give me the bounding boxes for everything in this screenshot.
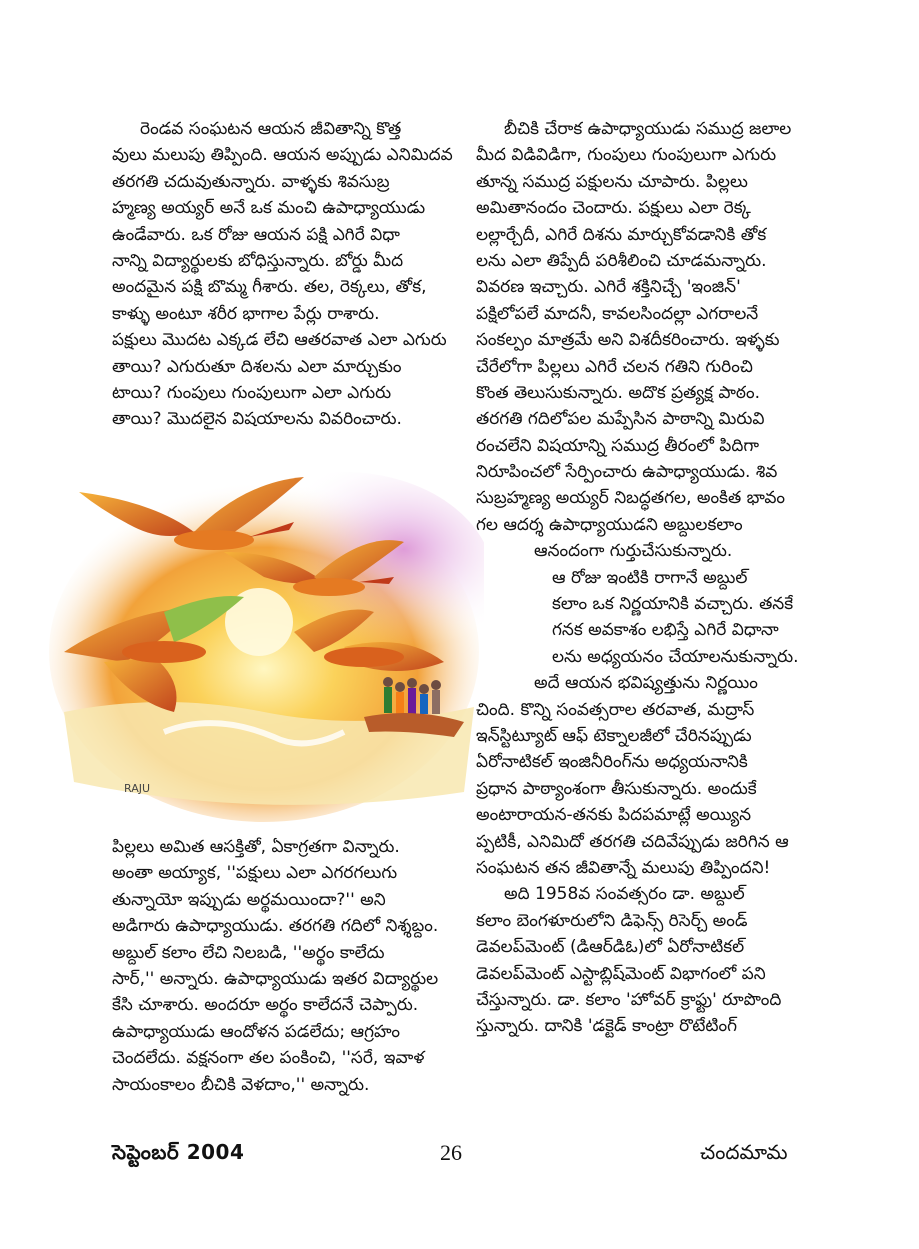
text-line: చేరేలోగా పిల్లలు ఎగిరే చలన గతిని గురించి: [476, 356, 753, 377]
text-line: ప్పటికీ, ఎనిమిదో తరగతి చదివేప్పుడు జరిగిన ఆ: [476, 831, 789, 852]
text-line: తాయి? మొదలైన విషయాలను వివరించారు.: [112, 409, 402, 430]
text-line: హ్మణ్య అయ్యర్ అనే ఒక మంచి ఉపాధ్యాయుడు: [112, 198, 426, 219]
text-line: అమితానందం చెందారు. పక్షులు ఎలా రెక్క: [476, 198, 751, 219]
text-line: కలాం బెంగళూరులోని డిఫెన్స్ రిసెర్చ్ అండ్: [476, 910, 748, 931]
text-line: కేసి చూశారు. అందరూ అర్థం కాలేదనే చెప్పారు.: [112, 995, 419, 1016]
text-line: తరగతి గదిలోపల మప్పేసిన పాఠాన్ని మిరువి: [476, 409, 765, 430]
text-line: ఉండేవారు. ఒక రోజు ఆయన పక్షి ఎగిరే విధా: [112, 224, 400, 245]
text-line: ఆనందంగా గుర్తుచేసుకున్నారు.: [534, 541, 733, 562]
text-line: పక్షులు మొదట ఎక్కడ లేచి ఆతరవాత ఎలా ఎగురు: [112, 330, 447, 351]
text-line: తూన్న సముద్ర పక్షులను చూపారు. పిల్లలు: [476, 171, 748, 192]
left-column-bottom: [112, 834, 472, 1098]
text-line: వులు మలుపు తిప్పింది. ఆయన అప్పుడు ఎనిమిదవ: [112, 145, 453, 166]
text-line: ఇన్‌స్టిట్యూట్ ఆఫ్ టెక్నాలజీలో చేరినప్పుడు: [476, 725, 752, 746]
text-line: అదే ఆయన భవిష్యత్తును నిర్ణయిం: [534, 673, 758, 694]
text-line: ఏరోనాటికల్ ఇంజినీరింగ్‌ను అధ్యయనానికి: [476, 752, 748, 773]
right-column: [476, 116, 814, 1040]
text-line: మీద విడివిడిగా, గుంపులు గుంపులుగా ఎగురు: [476, 145, 777, 166]
text-line: డెవలప్‌మెంట్ ఎస్టాబ్లిష్‌మెంట్ విభాగంలో పని: [476, 963, 766, 984]
text-line: అంతా అయ్యాక, ''పక్షులు ఎలా ఎగరగలుగు: [112, 863, 398, 884]
text-line: బీచికి చేరాక ఉపాధ్యాయుడు సముద్ర జలాల: [504, 119, 792, 139]
text-line: చెందలేదు. వక్షనంగా తల పంకించి, ''సరే, ఇవాళ: [112, 1048, 425, 1069]
magazine-name: చందమామ: [700, 1140, 788, 1164]
text-line: చేస్తున్నారు. డా. కలాం 'హోవర్ క్రాఫ్టు' రూపొంది: [476, 989, 782, 1010]
text-line: అబ్దుల్ కలాం లేచి నిలబడి, ''అర్థం కాలేదు: [112, 942, 385, 963]
text-line: కలాం ఒక నిర్ణయానికి వచ్చారు. తనకే: [552, 594, 794, 615]
text-line: టాయి? గుంపులు గుంపులుగా ఎలా ఎగురు: [112, 382, 392, 403]
text-line: గనక అవకాశం లభిస్తే ఎగిరే విధానా: [552, 620, 779, 641]
text-line: సుబ్రహ్మణ్య అయ్యర్ నిబద్ధతగల, అంకిత భావం: [476, 488, 786, 509]
birds-flying-illustration: [44, 462, 484, 822]
artist-signature: RAJU: [124, 782, 151, 795]
text-line: చింది. కొన్ని సంవత్సరాల తరవాత, మద్రాస్: [476, 699, 755, 720]
text-line: సాయంకాలం బీచికి వెళదాం,'' అన్నారు.: [112, 1074, 370, 1095]
text-line: సార్,'' అన్నారు. ఉపాధ్యాయుడు ఇతర విద్యార్థుల: [112, 968, 439, 989]
text-line: ప్రధాన పాఠ్యాంశంగా తీసుకున్నారు. అందుకే: [476, 778, 757, 799]
text-line: తరగతి చదువుతున్నారు. వాళ్ళకు శివసుబ్ర: [112, 171, 390, 192]
text-line: అంటారాయన-తనకు పిదపమాట్లే అయ్యిన: [476, 805, 752, 826]
text-line: రెండవ సంఘటన ఆయన జీవితాన్ని కొత్త: [140, 119, 402, 139]
text-line: కొంత తెలుసుకున్నారు. అదొక ప్రత్యక్ష పాఠం.: [476, 382, 761, 403]
text-line: ఆ రోజు ఇంటికి రాగానే అబ్దుల్: [552, 567, 748, 588]
text-line: నిరూపించలో సేర్పించారు ఉపాధ్యాయుడు. శివ: [476, 462, 778, 483]
text-line: లల్లార్చేదీ, ఎగిరే దిశను మార్చుకోవడానికి తోక: [476, 224, 767, 245]
text-line: పిల్లలు అమిత ఆసక్తితో, ఏకాగ్రతగా విన్నారు.: [112, 837, 400, 857]
left-column-top: [112, 116, 472, 433]
text-line: డెవలప్‌మెంట్ (డిఆర్‌డిఓ)లో ఏరోనాటికల్: [476, 937, 745, 958]
text-line: అది 1958వ సంవత్సరం డా. అబ్దుల్: [504, 884, 745, 905]
text-line: పక్షిలోపలే మాదనీ, కావలసిందల్లా ఎగరాలనే: [476, 303, 759, 324]
text-line: నాన్ని విద్యార్థులకు బోధిస్తున్నారు. బోర్డు మీద: [112, 250, 404, 271]
text-line: తాయి? ఎగురుతూ దిశలను ఎలా మార్చుకుం: [112, 356, 402, 377]
text-line: రంచలేని విషయాన్ని సముద్ర తీరంలో పిదిగా: [476, 435, 759, 456]
text-line: గల ఆదర్శ ఉపాధ్యాయుడని అబ్దులకలాం: [476, 514, 743, 535]
text-line: స్తున్నారు. దానికి 'డక్టెడ్ కాంట్రా రొటేటింగ్: [476, 1016, 738, 1037]
page-number: 26: [440, 1140, 462, 1165]
text-line: లను ఎలా తిప్పేదీ పరిశీలించి చూడమన్నారు.: [476, 250, 767, 271]
issue-date: సెప్టెంబర్ 2004: [112, 1140, 245, 1164]
text-line: కాళ్ళు అంటూ శరీర భాగాల పేర్లు రాశారు.: [112, 303, 380, 324]
text-line: వివరణ ఇచ్చారు. ఎగిరే శక్తినిచ్చే 'ఇంజిన్': [476, 277, 741, 298]
text-line: సంఘటన తన జీవితాన్నే మలుపు తిప్పిందని!: [476, 857, 771, 878]
text-line: అడిగారు ఉపాధ్యాయుడు. తరగతి గదిలో నిశ్శబ్దం.: [112, 916, 439, 937]
text-line: అందమైన పక్షి బొమ్మ గీశారు. తల, రెక్కలు, తోక,: [112, 277, 427, 298]
text-line: తున్నాయో ఇప్పుడు అర్థమయిందా?'' అని: [112, 889, 386, 910]
text-line: ఉపాధ్యాయుడు ఆందోళన పడలేదు; ఆగ్రహం: [112, 1021, 401, 1042]
text-line: లను అధ్యయనం చేయాలనుకున్నారు.: [552, 646, 799, 667]
text-line: సంకల్పం మాత్రమే అని విశదీకరించారు. ఇళ్ళకు: [476, 330, 780, 351]
